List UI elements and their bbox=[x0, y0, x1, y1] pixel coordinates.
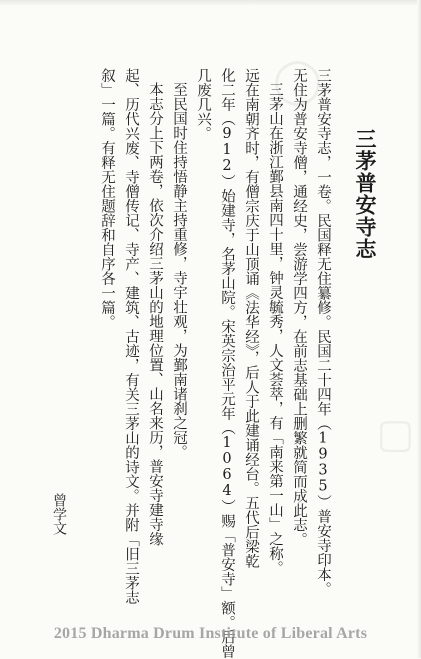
scan-edge bbox=[0, 0, 421, 6]
text-column: 几废几兴。 bbox=[195, 68, 211, 141]
page-title: 三茅普安寺志 bbox=[353, 128, 378, 260]
text-column: 本志分上下两卷，依次介绍三茅山的地理位置、山名来历，普安寺建寺缘 bbox=[147, 82, 163, 546]
copyright-watermark: 2015 Dharma Drum Institute of Liberal Arts bbox=[53, 625, 368, 642]
background-seal-graphic: ▢ bbox=[372, 410, 419, 457]
text-column: 远在南朝齐时，有僧宗庆于山顶诵《法华经》，后人于此建诵经台。五代后梁乾 bbox=[243, 68, 259, 569]
text-column: 起、历代兴废、寺僧传记、寺产、建筑、古迹，有关三茅山的诗文。并附「旧三茅志 bbox=[123, 68, 139, 605]
text-column: 三茅山在浙江鄞县南四十里，钟灵毓秀，人文荟萃，有「南来第一山」之称。 bbox=[267, 82, 283, 575]
text-column: 叙」一篇。有释无住题辞和自序各一篇。 bbox=[99, 68, 115, 329]
background-seal-graphic: ◯ bbox=[272, 55, 323, 106]
scan-edge bbox=[417, 0, 421, 658]
text-column: 三茅普安寺志，一卷。民国释无住纂修。民国二十四年（1935）普安寺印本。 bbox=[315, 68, 331, 596]
text-column: 化二年（912）始建寺，名茅山院。宋英宗治平元年（1064）赐「普安寺」额。后曾 bbox=[219, 68, 235, 659]
text-column: 至民国时住持悟静主持重修，寺宇壮观，为鄞南诸刹之冠。 bbox=[171, 82, 187, 459]
author-signature: 曾学文 bbox=[51, 493, 67, 535]
text-column: 无住为普安寺僧，通经史，尝游学四方，在前志基础上删繁就简而成此志。 bbox=[291, 68, 307, 547]
